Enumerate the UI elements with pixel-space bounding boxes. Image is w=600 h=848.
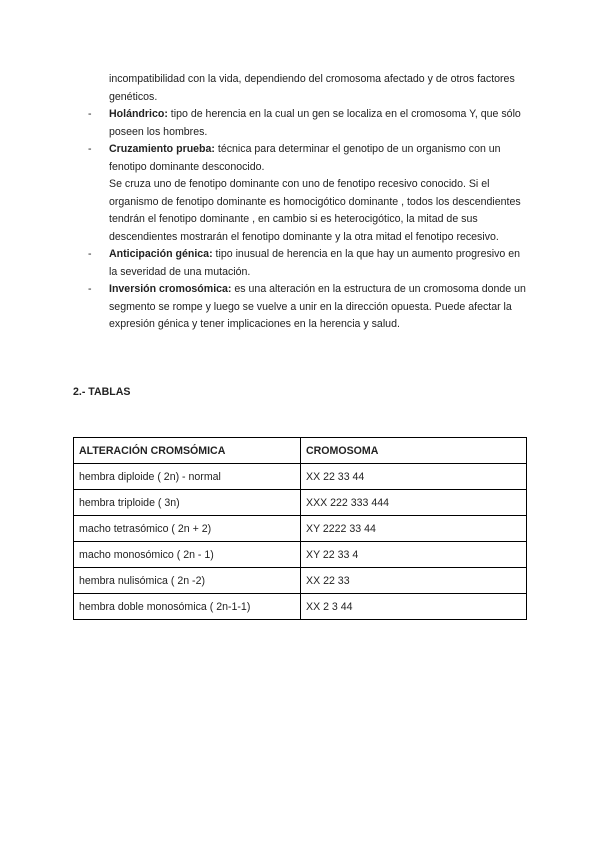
- bullet-dash: -: [88, 283, 92, 295]
- list-item-inversion-cromosomica: [88, 281, 528, 334]
- definition-term: Holándrico:: [109, 108, 168, 120]
- table-row: [74, 594, 527, 620]
- list-item-continuation: [88, 71, 528, 106]
- table-row: [74, 542, 527, 568]
- definition-text: técnica para determinar el genotipo de un organismo con un fenotipo dominante desconocido.: [109, 143, 501, 173]
- column-header: ALTERACIÓN CROMSÓMICA: [74, 438, 301, 464]
- table-cell: XX 22 33: [301, 568, 527, 594]
- definition-term: Anticipación génica:: [109, 248, 213, 260]
- table-cell: macho tetrasómico ( 2n + 2): [74, 516, 301, 542]
- table-cell: XY 22 33 4: [301, 542, 527, 568]
- table-cell: hembra doble monosómica ( 2n-1-1): [74, 594, 301, 620]
- table-cell: XX 22 33 44: [301, 464, 527, 490]
- table-cell: hembra nulisómica ( 2n -2): [74, 568, 301, 594]
- column-header: CROMOSOMA: [301, 438, 527, 464]
- table-cell: XX 2 3 44: [301, 594, 527, 620]
- definition-term: Cruzamiento prueba:: [109, 143, 215, 155]
- table-row: [74, 464, 527, 490]
- list-item-holandrico: [88, 106, 528, 141]
- list-item-anticipacion-genica: [88, 246, 528, 281]
- table-row: [74, 568, 527, 594]
- definition-text: incompatibilidad con la vida, dependiendo del cromosoma afectado y de otros factores genéticos.: [109, 73, 515, 103]
- bullet-dash: -: [88, 143, 92, 155]
- table-header-row: [74, 438, 527, 464]
- list-item-cruzamiento-prueba: [88, 141, 528, 246]
- definition-text: es una alteración en la estructura de un cromosoma donde un segmento se rompe y luego se vuelve a unir en la dirección opuesta. Puede afectar la expresión génica y tener implicaciones en la herencia y salud.: [109, 283, 526, 330]
- table-row: [74, 490, 527, 516]
- table-cell: hembra triploide ( 3n): [74, 490, 301, 516]
- section-heading: 2.- TABLAS: [73, 386, 131, 398]
- table-row: [74, 516, 527, 542]
- bullet-dash: -: [88, 108, 92, 120]
- definition-term: Inversión cromosómica:: [109, 283, 232, 295]
- definition-text: tipo de herencia en la cual un gen se localiza en el cromosoma Y, que sólo poseen los hombres.: [109, 108, 521, 138]
- definition-list: [88, 71, 528, 334]
- table-cell: XXX 222 333 444: [301, 490, 527, 516]
- table-cell: XY 2222 33 44: [301, 516, 527, 542]
- bullet-dash: -: [88, 248, 92, 260]
- definition-extra-paragraph: Se cruza uno de fenotipo dominante con uno de fenotipo recesivo conocido. Si el organismo de fenotipo dominante es homocigótico dominante , todos los descendientes tendrán el fenotipo dominante , en cambio si es heterocigótico, la mitad de sus descendientes mostrarán el fenotipo dominante y la otra mitad el fenotipo recesivo.: [109, 178, 521, 243]
- table-cell: hembra diploide ( 2n) - normal: [74, 464, 301, 490]
- chromosome-table: [73, 437, 527, 620]
- table-cell: macho monosómico ( 2n - 1): [74, 542, 301, 568]
- definition-text: tipo inusual de herencia en la que hay un aumento progresivo en la severidad de una mutación.: [109, 248, 521, 278]
